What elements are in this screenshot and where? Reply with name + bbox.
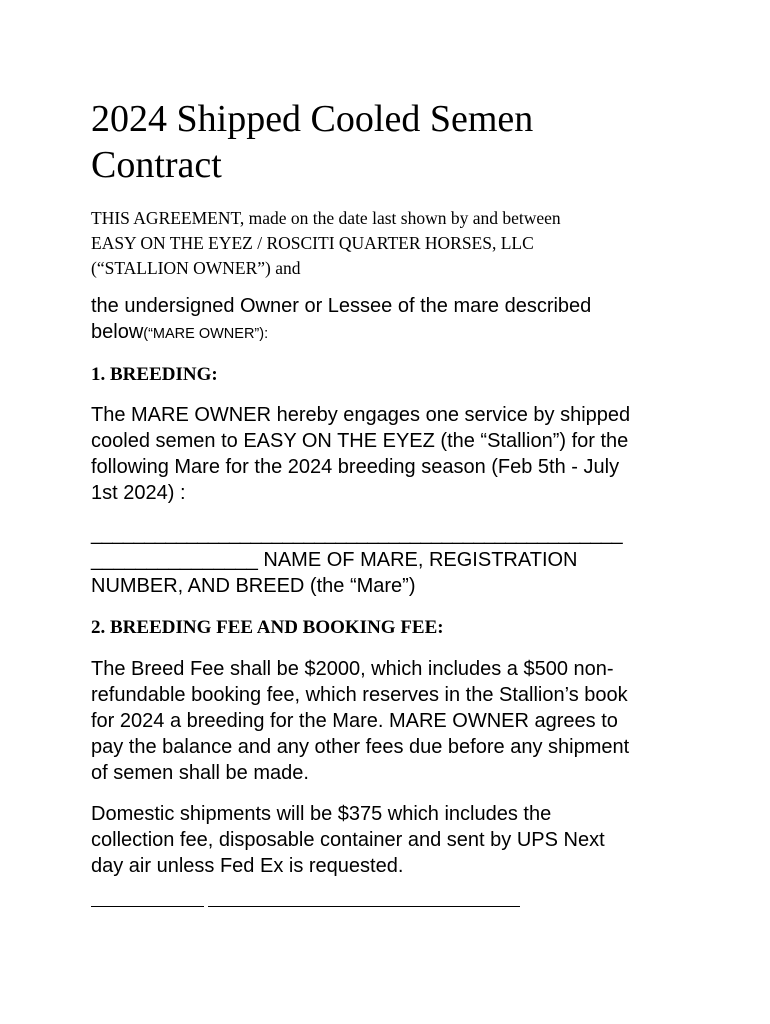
mare-name-field-label: _______________ NAME OF MARE, REGISTRATION NUMBER, AND BREED (the “Mare”)	[91, 549, 578, 597]
title-line-1: 2024 Shipped Cooled Semen	[91, 98, 534, 140]
section-2-body-fees: The Breed Fee shall be $2000, which includes a $500 non- refundable booking fee, which reserves in the Stallion’s book for 2024 a breeding for the Mare. MARE OWNER agrees to pay the balance and any other fees due before any shipment of semen shall be made.	[91, 658, 630, 784]
section-1-heading: 1. BREEDING:	[91, 364, 218, 385]
section-1-body: The MARE OWNER hereby engages one service by shipped cooled semen to EASY ON THE EYEZ (the “Stallion”) for the following Mare for the 2024 breeding season (Feb 5th - July 1st 2024) :	[91, 404, 631, 504]
document-title	[91, 96, 731, 188]
mare-blank-line: __________________________________________________	[91, 523, 623, 545]
mare-owner-intro-text: the undersigned Owner or Lessee of the mare described below	[91, 295, 592, 343]
section-2-heading: 2. BREEDING FEE AND BOOKING FEE:	[91, 617, 444, 638]
section-2-body-shipping: Domestic shipments will be $375 which includes the collection fee, disposable container and sent by UPS Next day air unless Fed Ex is requested.	[91, 803, 605, 877]
title-line-2: Contract	[91, 144, 222, 186]
mare-owner-tag: (“MARE OWNER”):	[143, 326, 269, 342]
agreement-intro: THIS AGREEMENT, made on the date last shown by and between EASY ON THE EYEZ / ROSCITI QUARTER HORSES, LLC (“STALLION OWNER”) and	[91, 208, 561, 278]
signature-line-short	[91, 906, 204, 907]
signature-line-long	[208, 906, 520, 907]
mare-owner-intro	[91, 293, 691, 347]
